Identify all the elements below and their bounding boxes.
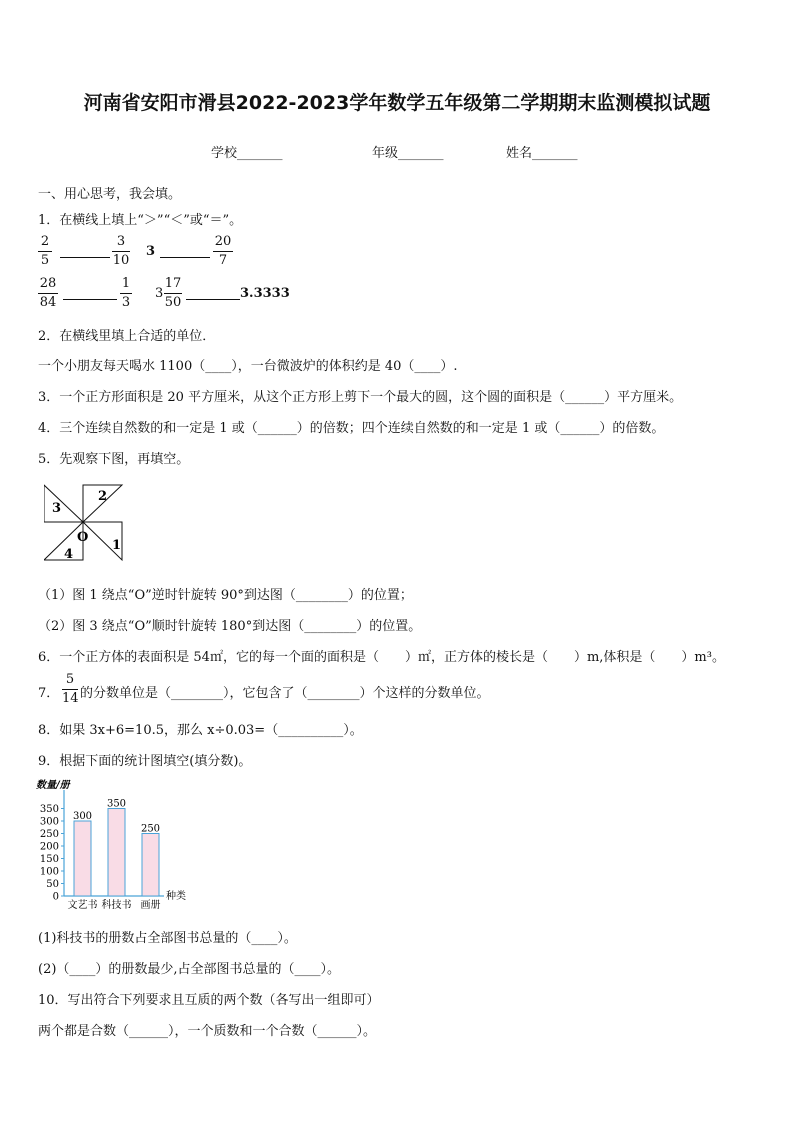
x-tick-label: 科技书 bbox=[101, 900, 132, 911]
whole-number-3: 3 bbox=[146, 244, 156, 259]
question-7-number: 7． bbox=[38, 686, 60, 701]
fraction-2-5: 2 5 bbox=[38, 234, 52, 269]
question-9: 9．根据下面的统计图填空(填分数)。 bbox=[38, 754, 252, 769]
answer-blank[interactable] bbox=[186, 298, 240, 300]
y-tick-label: 0 bbox=[52, 891, 59, 903]
y-tick-label: 300 bbox=[39, 816, 59, 828]
x-tick-label: 文艺书 bbox=[67, 900, 98, 911]
question-7: 的分数单位是（________），它包含了（________）个这样的分数单位。 bbox=[80, 686, 490, 701]
figure-label-2: 2 bbox=[98, 489, 108, 504]
question-9-part-2: (2)（____）的册数最少,占全部图书总量的（____）。 bbox=[38, 962, 341, 977]
center-label-o: O bbox=[77, 530, 89, 545]
x-axis-label: 种类 bbox=[166, 891, 186, 902]
decimal-3-3333: 3.3333 bbox=[240, 286, 290, 301]
rotation-figure bbox=[44, 482, 126, 564]
x-tick-label: 画册 bbox=[140, 900, 161, 911]
answer-blank[interactable] bbox=[63, 298, 117, 300]
page-title: 河南省安阳市滑县2022-2023学年数学五年级第二学期期末监测模拟试题 bbox=[83, 92, 711, 114]
y-tick-label: 150 bbox=[39, 854, 59, 865]
name-field: 姓名_______ bbox=[506, 146, 578, 161]
question-5-part-2: （2）图 3 绕点“O”顺时针旋转 180°到达图（________）的位置。 bbox=[38, 619, 422, 634]
figure-label-1: 1 bbox=[112, 538, 122, 553]
y-tick-label: 200 bbox=[39, 841, 59, 853]
mixed-whole-3: 3 bbox=[155, 286, 164, 301]
question-1: 1．在横线上填上“＞”“＜”或“＝”。 bbox=[38, 213, 243, 228]
question-6: 6．一个正方体的表面积是 54㎡，它的每一个面的面积是（ ）㎡，正方体的棱长是（ ）m,体积是（ ）m³。 bbox=[38, 650, 725, 665]
question-10: 10．写出符合下列要求且互质的两个数（各写出一组即可） bbox=[38, 993, 380, 1008]
bar-value-label: 350 bbox=[106, 798, 127, 810]
fraction-3-10: 3 10 bbox=[112, 234, 130, 268]
section-heading: 一、用心思考，我会填。 bbox=[38, 187, 182, 202]
question-2: 2．在横线里填上合适的单位． bbox=[38, 329, 216, 344]
question-5-part-1: （1）图 1 绕点“O”逆时针旋转 90°到达图（________）的位置； bbox=[38, 588, 413, 603]
y-tick-label: 100 bbox=[39, 866, 59, 878]
fraction-20-7: 20 7 bbox=[214, 234, 232, 268]
grade-field: 年级_______ bbox=[372, 146, 444, 161]
y-tick-label: 350 bbox=[39, 804, 59, 815]
bar-1 bbox=[74, 821, 91, 896]
fraction-17-50: 17 50 bbox=[164, 276, 182, 310]
book-bar-chart bbox=[34, 776, 204, 912]
bar-2 bbox=[108, 809, 125, 897]
answer-blank[interactable] bbox=[60, 256, 110, 258]
figure-label-3: 3 bbox=[52, 501, 62, 516]
question-3: 3．一个正方形面积是 20 平方厘米，从这个正方形上剪下一个最大的圆，这个圆的面积是（______）平方厘米。 bbox=[38, 390, 683, 405]
answer-blank[interactable] bbox=[160, 256, 210, 258]
y-tick-label: 50 bbox=[46, 879, 59, 890]
y-tick-label: 250 bbox=[39, 829, 59, 840]
question-8: 8．如果 3x+6=10.5，那么 x÷0.03=（__________）。 bbox=[38, 723, 363, 738]
question-2-body: 一个小朋友每天喝水 1100（____），一台微波炉的体积约是 40（____）. bbox=[38, 359, 458, 374]
bar-value-label: 250 bbox=[140, 823, 161, 835]
question-5: 5．先观察下图，再填空。 bbox=[38, 452, 190, 467]
figure-label-4: 4 bbox=[64, 547, 74, 562]
y-axis-label: 数量/册 bbox=[36, 780, 70, 791]
question-10-body: 两个都是合数（______），一个质数和一个合数（______）。 bbox=[38, 1024, 377, 1039]
fraction-1-3: 1 3 bbox=[121, 276, 131, 310]
question-4: 4．三个连续自然数的和一定是 1 或（______）的倍数；四个连续自然数的和一定是 1 或（______）的倍数。 bbox=[38, 421, 665, 436]
fraction-28-84: 28 84 bbox=[39, 276, 57, 310]
fraction-5-14: 5 14 bbox=[62, 672, 79, 706]
bar-3 bbox=[142, 834, 159, 897]
school-field: 学校_______ bbox=[211, 146, 283, 161]
bar-value-label: 300 bbox=[72, 811, 93, 822]
question-9-part-1: (1)科技书的册数占全部图书总量的（____）。 bbox=[38, 931, 297, 946]
triangle-3 bbox=[44, 485, 83, 522]
